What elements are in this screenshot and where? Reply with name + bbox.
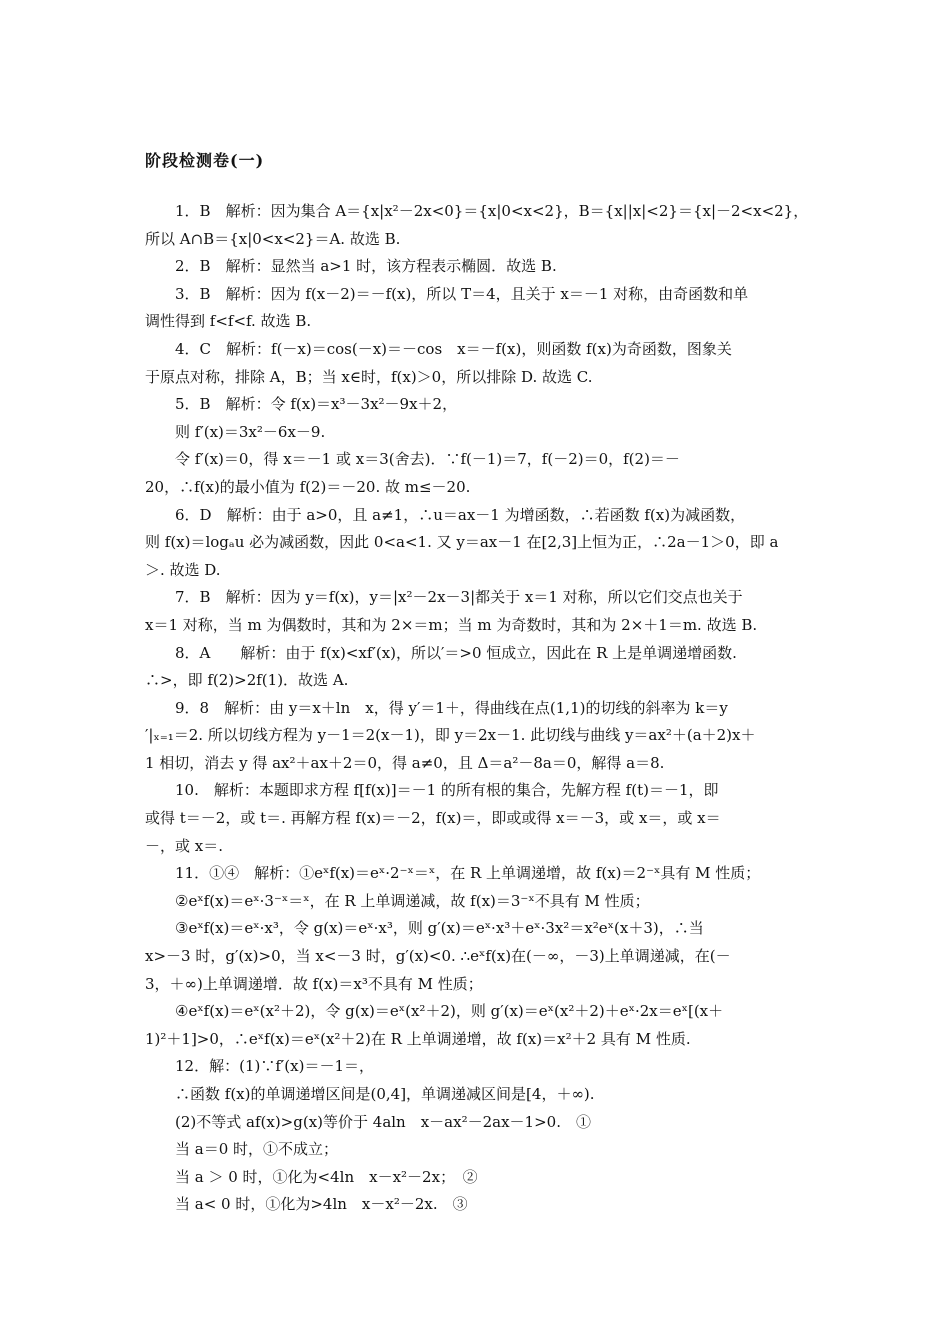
- text-line: 于原点对称，排除 A，B；当 x∈时，f(x)＞0，所以排除 D. 故选 C.: [145, 367, 593, 386]
- text-line: 所以 A∩B＝{x|0<x<2}＝A. 故选 B.: [145, 229, 401, 248]
- text-line: ④eˣf(x)＝eˣ(x²＋2)，令 g(x)＝eˣ(x²＋2)，则 g′(x)＝eˣ(x²＋2)＋eˣ·2x＝eˣ[(x＋: [175, 1002, 724, 1021]
- text-line: 当 a＝0 时，①不成立；: [175, 1140, 339, 1159]
- text-line: 令 f′(x)＝0，得 x＝－1 或 x＝3(舍去)．∵f(－1)＝7，f(－2)＝0，f(2)＝－: [175, 450, 680, 469]
- text-line: ③eˣf(x)＝eˣ·x³，令 g(x)＝eˣ·x³，则 g′(x)＝eˣ·x³＋eˣ·3x²＝x²eˣ(x＋3)，∴当: [175, 919, 704, 938]
- text-line: 当 a ＞ 0 时，①化为<4ln x－x²－2x； ②: [175, 1167, 478, 1186]
- text-line: 6．D 解析：由于 a>0，且 a≠1，∴u＝ax－1 为增函数，∴若函数 f(x)为减函数，: [175, 505, 746, 524]
- page-title: 阶段检测卷(一): [145, 151, 265, 170]
- text-line: 3，＋∞)上单调递增．故 f(x)＝x³不具有 M 性质；: [145, 974, 483, 993]
- text-line: ＞. 故选 D.: [145, 560, 221, 579]
- text-line: 3．B 解析：因为 f(x－2)＝－f(x)，所以 T＝4，且关于 x＝－1 对称，由奇函数和单: [175, 284, 749, 303]
- text-line: 或得 t＝－2，或 t＝. 再解方程 f(x)＝－2，f(x)＝，即或或得 x＝－3，或 x＝，或 x＝: [145, 809, 721, 828]
- text-line: 11．①④ 解析：①eˣf(x)＝eˣ·2⁻ˣ＝ˣ，在 R 上单调递增，故 f(x)＝2⁻ˣ具有 M 性质；: [175, 864, 761, 883]
- text-line: 当 a< 0 时，①化为>4ln x－x²－2x. ③: [175, 1195, 468, 1214]
- text-line: x＝1 对称，当 m 为偶数时，其和为 2×＝m；当 m 为奇数时，其和为 2×＋1＝m. 故选 B.: [145, 615, 758, 634]
- text-line: －，或 x＝.: [145, 836, 223, 855]
- text-line: 1．B 解析：因为集合 A＝{x|x²－2x<0}＝{x|0<x<2}，B＝{x||x|<2}＝{x|－2<x<2}，: [175, 202, 809, 220]
- text-line: 4．C 解析：f(－x)＝cos(－x)＝－cos x＝－f(x)，则函数 f(x)为奇函数，图象关: [175, 339, 732, 358]
- text-line: (2)不等式 af(x)>g(x)等价于 4aln x－ax²－2ax－1>0. ①: [175, 1112, 591, 1131]
- text-line: 则 f′(x)＝3x²－6x－9.: [175, 422, 326, 441]
- text-line: 12．解：(1)∵f′(x)＝－1＝，: [175, 1057, 374, 1076]
- text-line: 1 相切，消去 y 得 ax²＋ax＋2＝0，得 a≠0，且 Δ＝a²－8a＝0，解得 a＝8.: [145, 753, 665, 772]
- text-line: 10. 解析：本题即求方程 f[f(x)]＝－1 的所有根的集合，先解方程 f(t)＝－1，即: [175, 781, 719, 800]
- text-line: 2．B 解析：显然当 a>1 时，该方程表示椭圆．故选 B.: [175, 257, 557, 276]
- text-line: 20，∴f(x)的最小值为 f(2)＝－20. 故 m≤－20.: [145, 477, 471, 496]
- text-line: x>－3 时，g′(x)>0，当 x<－3 时，g′(x)<0. ∴eˣf(x)在(－∞，－3)上单调递减，在(－: [145, 947, 731, 966]
- text-line: 5．B 解析：令 f(x)＝x³－3x²－9x＋2，: [175, 395, 458, 414]
- text-line: 调性得到 f<f<f. 故选 B.: [145, 312, 312, 331]
- text-line: ∴函数 f(x)的单调递增区间是(0,4]，单调递减区间是[4，＋∞).: [175, 1085, 595, 1103]
- text-line: 8．A 解析：由于 f(x)<xf′(x)，所以′＝>0 恒成立，因此在 R 上是单调递增函数.: [175, 643, 737, 662]
- text-line: 1)²＋1]>0，∴eˣf(x)＝eˣ(x²＋2)在 R 上单调递增，故 f(x)＝x²＋2 具有 M 性质.: [145, 1029, 691, 1048]
- answer-text: [145, 198, 810, 1219]
- text-line: 则 f(x)＝logₐu 必为减函数，因此 0<a<1. 又 y＝ax－1 在[2,3]上恒为正，∴2a－1＞0，即 a: [145, 533, 779, 552]
- text-line: 9．8 解析：由 y＝x＋ln x，得 y′＝1＋，得曲线在点(1,1)的切线的斜率为 k＝y: [175, 698, 728, 717]
- text-line: ′|ₓ₌₁＝2. 所以切线方程为 y－1＝2(x－1)，即 y＝2x－1. 此切线与曲线 y＝ax²＋(a＋2)x＋: [145, 726, 756, 745]
- text-line: ②eˣf(x)＝eˣ·3⁻ˣ＝ˣ，在 R 上单调递减，故 f(x)＝3⁻ˣ不具有 M 性质；: [175, 891, 650, 910]
- text-line: 7．B 解析：因为 y＝f(x)，y＝|x²－2x－3|都关于 x＝1 对称，所以它们交点也关于: [175, 588, 743, 607]
- text-line: ∴>，即 f(2)>2f(1)．故选 A.: [145, 671, 349, 690]
